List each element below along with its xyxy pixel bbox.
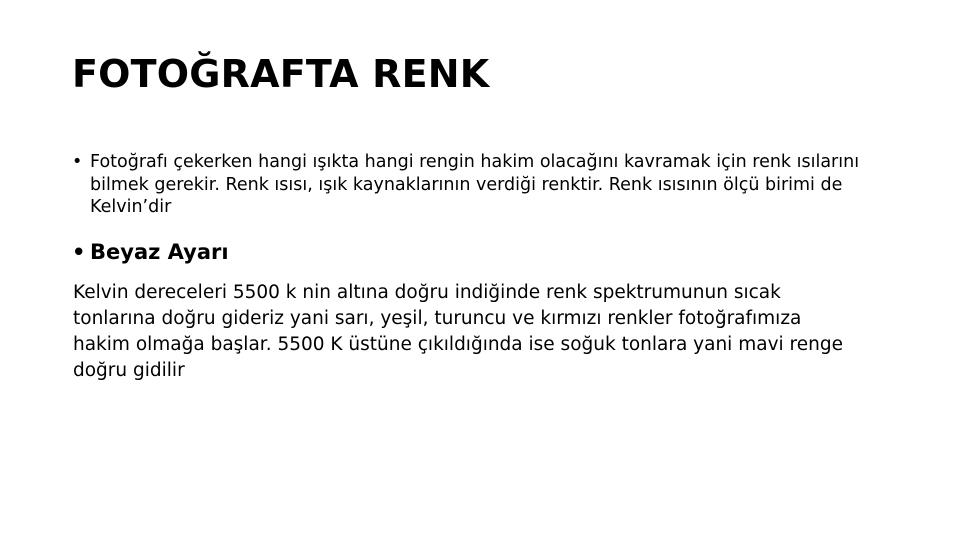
bullet-item-beyaz-ayari xyxy=(72,238,862,266)
bullet-heading: Beyaz Ayarı xyxy=(90,240,229,264)
body-paragraph: Kelvin dereceleri 5500 k nin altına doğru indiğinde renk spektrumunun sıcak tonlarına doğru gideriz yani sarı, yeşil, turuncu ve kırmızı renkler fotoğrafımıza hakim olmağa başlar. 5500 K üstüne çıkıldığında ise soğuk tonlara yani mavi renge doğru gidilir xyxy=(73,282,843,381)
bullet-text: Fotoğrafı çekerken hangi ışıkta hangi rengin hakim olacağını kavramak için renk ısılarını bilmek gerekir. Renk ısısı, ışık kaynaklarının verdiği renktir. Renk ısısının ölçü birimi de Kelvin’dir xyxy=(90,152,860,217)
bullet-marker: • xyxy=(72,240,86,264)
bullet-marker: • xyxy=(72,152,83,172)
slide-title: FOTOĞRAFTA RENK xyxy=(72,52,490,96)
bullet-item-renk-isisi xyxy=(72,151,862,219)
